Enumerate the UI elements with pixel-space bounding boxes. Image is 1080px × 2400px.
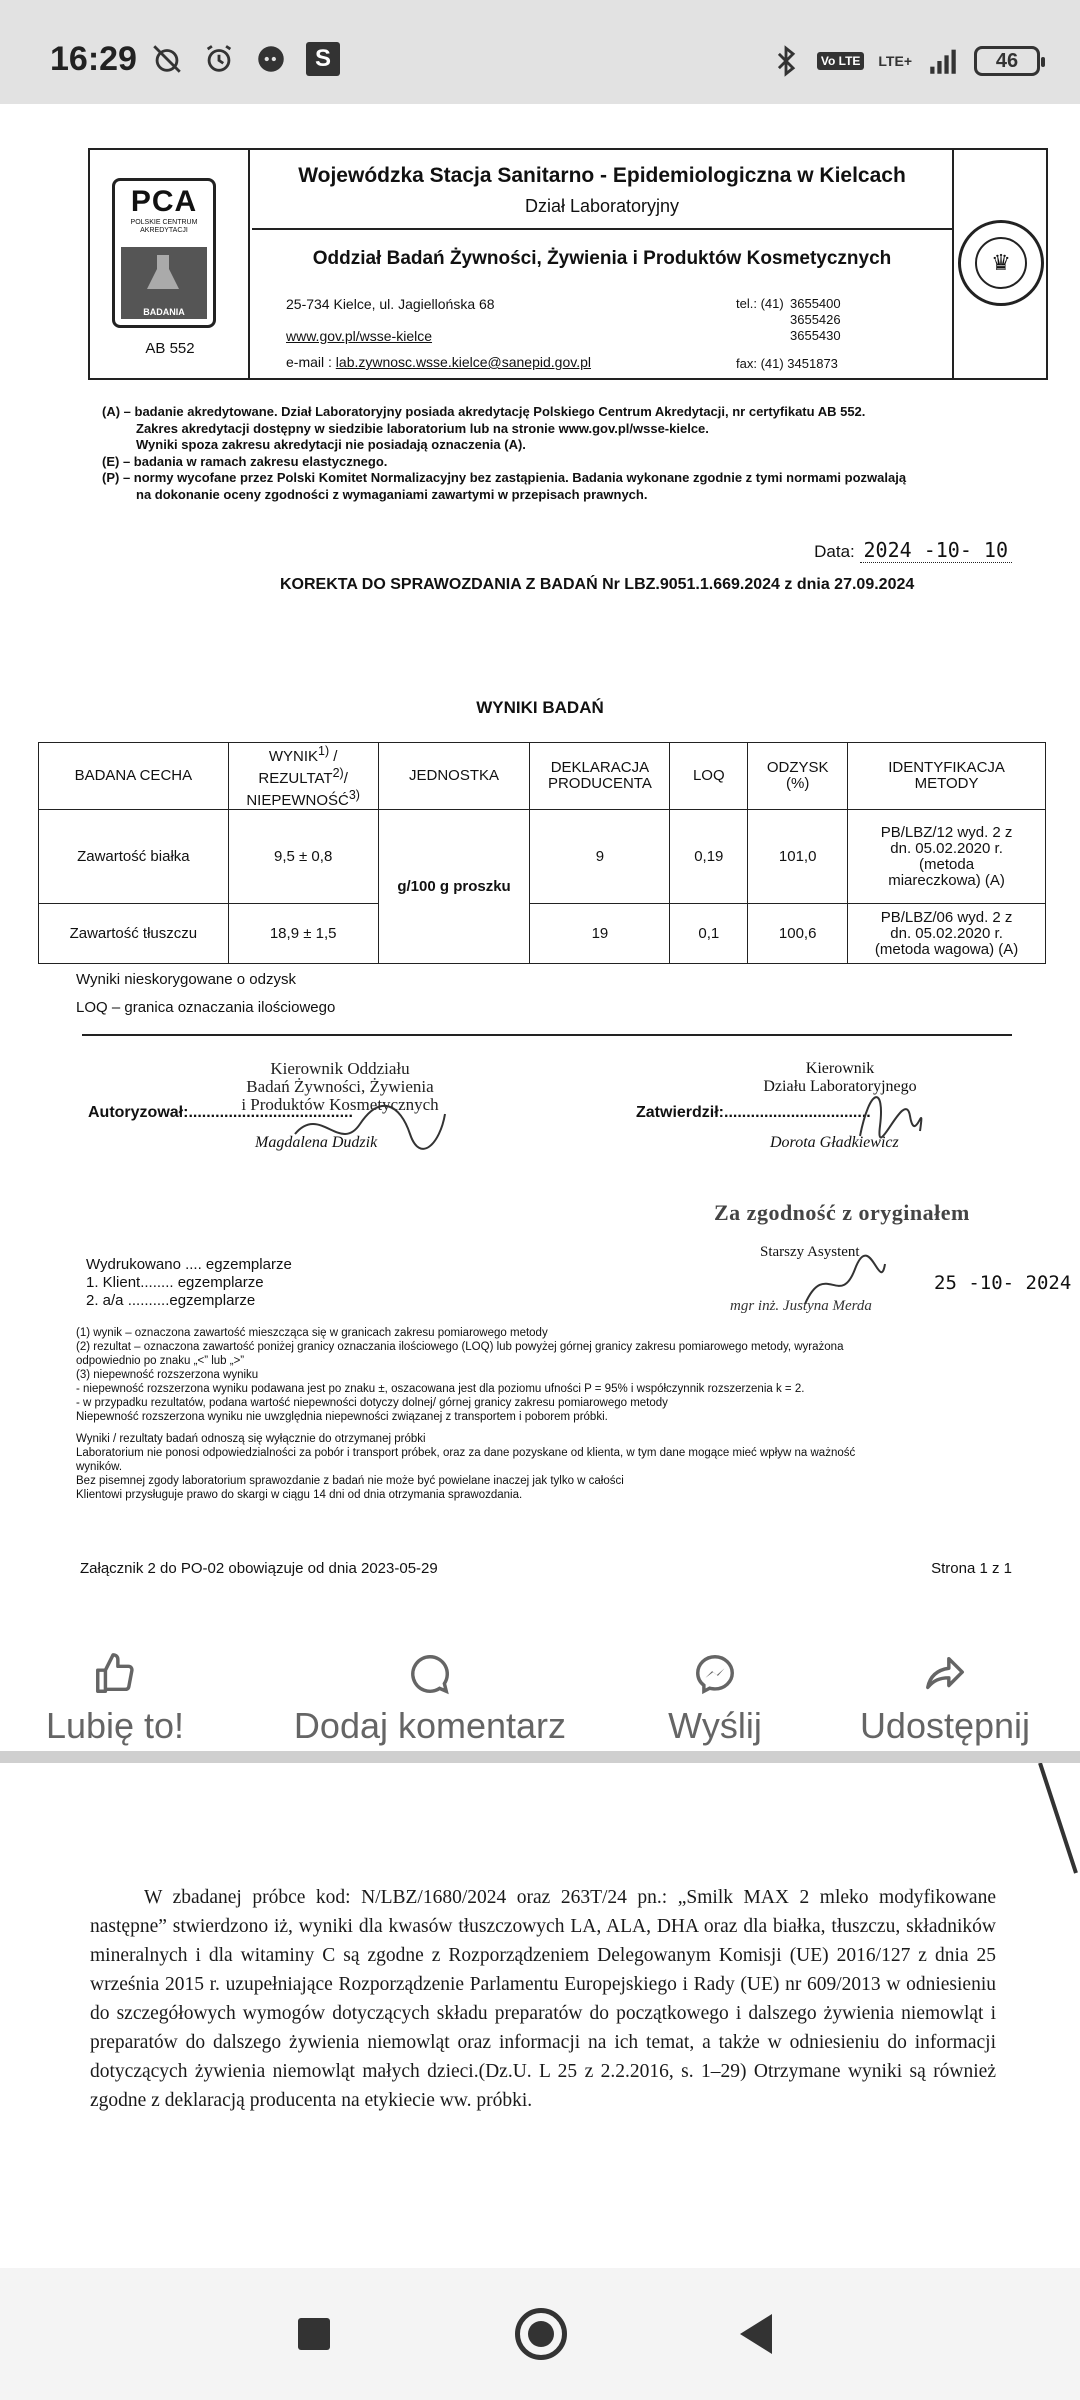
website-link: www.gov.pl/wsse-kielce (286, 328, 433, 344)
table-row (39, 904, 1046, 964)
page-number: Strona 1 z 1 (931, 1560, 1012, 1577)
metoda-l4: miareczkowa) (A) (888, 871, 1005, 889)
status-bar (0, 0, 1080, 104)
notification-icons (150, 42, 340, 76)
page-edge-shadow (1036, 1763, 1080, 1883)
cell-cecha: Zawartość tłuszczu (39, 904, 229, 964)
col-header-jednostka: JEDNOSTKA (378, 743, 530, 810)
pca-logo-sub2: AKREDYTACJI (140, 227, 188, 234)
niepewnosc-sup: 3) (348, 788, 360, 802)
letterhead (88, 148, 1048, 380)
note-a-scope: Zakres akredytacji dostępny w siedzibie laboratorium lub na stronie www.gov.pl/wsse-kielce. (136, 420, 709, 436)
share-icon (922, 1651, 968, 1697)
note-p-cont: na dokonanie oceny zgodności z wymaganiami zawartymi w przepisach prawnych. (136, 486, 648, 502)
thumbs-up-icon (92, 1651, 138, 1697)
cell-odzysk: 101,0 (748, 810, 848, 904)
phone-block (736, 296, 841, 343)
table-notes (76, 966, 335, 1022)
right-stamp-l1: Kierownik (805, 1060, 875, 1077)
col-header-cecha: BADANA CECHA (39, 743, 229, 810)
sanitary-seal (958, 220, 1044, 306)
note-p: (P) – normy wycofane przez Polski Komitet Normalizacyjny bez zastąpienia. Badania wykonane zgodnie z tymi normami pozwalają (102, 470, 907, 485)
s-badge-icon: S (306, 42, 340, 76)
col-header-odzysk (748, 743, 848, 810)
metoda-l1: PB/LBZ/06 wyd. 2 z (880, 908, 1013, 926)
note-a: (A) – badanie akredytowane. Dział Laboratoryjny posiada akredytację Polskiego Centrum Akredytacji, nr certyfikatu AB 552. (102, 404, 866, 419)
share-label: Udostępnij (859, 1705, 1031, 1746)
left-stamp-l2: Badań Żywności, Żywienia (246, 1077, 434, 1096)
approved-label: Zatwierdził:................................. (636, 1104, 871, 1121)
col-header-deklaracja (530, 743, 670, 810)
footnote-2b: odpowiednio po znaku „<” lub „>” (76, 1355, 245, 1367)
pca-logo-text: PCA (130, 185, 198, 218)
note-a-outside: Wyniki spoza zakresu akredytacji nie posiadają oznaczenia (A). (136, 437, 526, 452)
messenger-icon (692, 1651, 738, 1697)
rezultat-slash: / (343, 770, 348, 787)
rezultat-word: REZULTAT (258, 770, 333, 787)
footnote-5: - w przypadku rezultatów, podana wartość niepewności dotyczy dolnej/ górnej granicy zakresu pomiarowego metody (76, 1397, 668, 1409)
general-note-2: Laboratorium nie ponosi odpowiedzialności za pobór i transport próbek, oraz za dane pozyskane od klienta, w tym dane mogące mieć wpływ na ważność (76, 1447, 856, 1459)
assistant-name: mgr inż. Justyna Merda (730, 1298, 872, 1314)
email-address: lab.zywnosc.wsse.kielce@sanepid.gov.pl (335, 354, 591, 370)
results-title: WYNIKI BADAŃ (476, 698, 604, 717)
conclusion-text: W zbadanej próbce kod: N/LBZ/1680/2024 oraz 263T/24 pn.: „Smilk MAX 2 mleko modyfikowane następne” stwierdzono iż, wyniki dla kwasów tłuszczowych LA, ALA, DHA oraz dla białka, tłuszczu, składników mineralnych i dla witaminy C są zgodne z Rozporządzeniem Delegowanym Komisji (UE) 2016/127 z dnia 25 września 2015 r. uzupełniające Rozporządzenie Parlamentu Europejskiego i Rady (UE) nr 609/2013 w odniesieniu do szczegółowych wymogów dotyczących składu preparatów do początkowego i dalszego żywienia niemowląt i preparatów do dalszego żywienia niemowląt oraz informacji na ich temat, a także w odniesieniu do informacji dotyczących żywienia niemowląt małych dzieci.(Dz.U. L 25 z 2.2.2016, s. 1–29) Otrzymane wyniki są również zgodne z deklaracją producenta na etykiecie ww. próbki. (90, 1887, 996, 2111)
recents-button[interactable] (298, 2318, 330, 2350)
phone-label: tel.: (41) (736, 296, 784, 311)
institution-name: Wojewódzka Stacja Sanitarno - Epidemiologiczna w Kielcach (298, 164, 906, 187)
cell-wynik: 18,9 ± 1,5 (228, 904, 378, 964)
pca-badge (121, 247, 207, 319)
date-value: 2024 -10- 10 (860, 538, 1013, 563)
deklaracja-l2: PRODUCENTA (547, 775, 652, 792)
divider (82, 1034, 1012, 1036)
phone-2: 3655426 (790, 312, 841, 327)
pca-badge-label: BADANIA (143, 307, 185, 317)
email (286, 354, 591, 370)
date-label: Data: (814, 542, 855, 561)
division-name: Oddział Badań Żywności, Żywienia i Produktów Kosmetycznych (312, 248, 892, 269)
cell-wynik: 9,5 ± 0,8 (228, 810, 378, 904)
document-conclusion[interactable] (0, 1763, 1080, 2268)
print-copies-l1: Wydrukowano .... egzemplarze (86, 1256, 292, 1273)
general-note-5: Klientowi przysługuje prawo do skargi w ciągu 14 dni od dnia otrzymania sprawozdania. (76, 1489, 523, 1501)
cell-odzysk: 100,6 (748, 904, 848, 964)
cell-cecha: Zawartość białka (39, 810, 229, 904)
feed-divider (0, 1751, 1080, 1763)
right-stamp-l2: Działu Laboratoryjnego (763, 1078, 917, 1095)
footnote-6: Niepewność rozszerzona wyniku nie uwzględnia niepewności związanej z transportem i poborem próbki. (76, 1411, 608, 1423)
alarm-icon (202, 42, 236, 76)
odzysk-l1: ODZYSK (766, 759, 829, 776)
phone-1: 3655400 (790, 296, 841, 311)
accreditation-number: AB 552 (145, 340, 195, 357)
general-note-3: wyników. (76, 1461, 123, 1473)
pca-logo (112, 178, 216, 328)
col-header-metoda (848, 743, 1046, 810)
wynik-slash: / (329, 748, 338, 765)
wynik-word: WYNIK (268, 748, 318, 765)
cell-deklaracja: 19 (530, 904, 670, 964)
signal-icon (926, 44, 960, 78)
share-button[interactable] (840, 1629, 1050, 1751)
cell-loq: 0,19 (670, 810, 748, 904)
post-action-bar (0, 1629, 1080, 1751)
print-copies-l2: 1. Klient........ egzemplarze (86, 1274, 264, 1291)
ident-l1: IDENTYFIKACJA (888, 759, 1005, 776)
email-label: e-mail : (286, 354, 336, 370)
left-stamp-l1: Kierownik Oddziału (270, 1059, 410, 1078)
send-button[interactable] (650, 1629, 780, 1751)
header-title-block (252, 150, 952, 230)
footnote-4: - niepewność rozszerzona wyniku podawana jest po znaku ±, oszacowana jest dla poziomu ufności P = 95% i współczynnik rozszerzenia k = 2. (76, 1383, 805, 1395)
chat-icon (254, 42, 288, 76)
report-date (814, 538, 1012, 562)
print-copies (86, 1256, 292, 1310)
table-header-row (39, 743, 1046, 810)
note-e: (E) – badania w ramach zakresu elastycznego. (102, 453, 388, 469)
like-button[interactable] (30, 1629, 200, 1751)
eagle-emblem-icon: ♛ (975, 237, 1027, 289)
odzysk-l2: (%) (786, 775, 810, 792)
alarm-off-icon (150, 42, 184, 76)
left-signer-name: Magdalena Dudzik (255, 1134, 378, 1151)
cell-deklaracja: 9 (530, 810, 670, 904)
department-name: Dział Laboratoryjny (524, 196, 680, 216)
footnotes (76, 1326, 1026, 1502)
lte-label: LTE+ (878, 53, 912, 69)
phone-numbers (790, 296, 841, 344)
metoda-l3: (metoda wagowa) (A) (874, 940, 1019, 958)
metoda-l1: PB/LBZ/12 wyd. 2 z (880, 823, 1013, 841)
accreditation-notes (102, 404, 1022, 503)
assistant-title: Starszy Asystent (760, 1244, 860, 1260)
results-table (38, 742, 1046, 964)
metoda-l2: dn. 05.02.2020 r. (890, 924, 1003, 942)
like-label: Lubię to! (45, 1705, 185, 1746)
home-button[interactable] (515, 2308, 567, 2360)
general-note-4: Bez pisemnej zgody laboratorium sprawozdanie z badań nie może być powielane inaczej jak tylko w całości (76, 1475, 624, 1487)
metoda-l2: dn. 05.02.2020 r. (890, 839, 1003, 857)
wynik-sup: 1) (318, 744, 330, 758)
cell-metoda (848, 810, 1046, 904)
col-header-loq: LOQ (670, 743, 748, 810)
pca-block (90, 150, 250, 378)
right-signer-name: Dorota Gładkiewicz (770, 1134, 899, 1151)
cell-metoda (848, 904, 1046, 964)
phone-3: 3655430 (790, 328, 841, 343)
address: 25-734 Kielce, ul. Jagiellońska 68 (286, 296, 495, 312)
general-note-1: Wyniki / rezultaty badań odnoszą się wyłącznie do otrzymanej próbki (76, 1433, 426, 1445)
deklaracja-l1: DEKLARACJA (550, 759, 650, 776)
niepewnosc-word: NIEPEWNOŚĆ (246, 792, 349, 809)
footnote-1: (1) wynik – oznaczona zawartość mieszcząca się w granicach zakresu pomiarowego metody (76, 1327, 548, 1339)
cell-unit: g/100 g proszku (378, 810, 530, 964)
print-copies-l3: 2. a/a ..........egzemplarze (86, 1292, 256, 1309)
comment-label: Dodaj komentarz (293, 1705, 567, 1746)
footnote-3: (3) niepewność rozszerzona wyniku (76, 1369, 259, 1381)
flask-icon (121, 247, 207, 303)
authorized-label: Autoryzował:..................................... (88, 1104, 353, 1121)
certified-copy-stamp: Za zgodność z oryginałem (714, 1200, 970, 1225)
metoda-l3: (metoda (919, 855, 975, 873)
footnote-2: (2) rezultat – oznaczona zawartość poniżej granicy oznaczania ilościowego (LOQ) lub powyżej górnej granicy zakresu pomiarowego metody, wyrażona (76, 1341, 844, 1353)
report-correction-title: KOREKTA DO SPRAWOZDANIA Z BADAŃ Nr LBZ.9051.1.669.2024 z dnia 27.09.2024 (280, 576, 915, 593)
bluetooth-icon (769, 44, 803, 78)
clock: 16:29 (50, 40, 137, 78)
navigation-bar (0, 2268, 1080, 2400)
attachment-note: Załącznik 2 do PO-02 obowiązuje od dnia 2023-05-29 (80, 1560, 438, 1577)
fax: fax: (41) 3451873 (736, 356, 838, 371)
send-label: Wyślij (668, 1705, 762, 1746)
rezultat-sup: 2) (332, 766, 344, 780)
loq-note: LOQ – granica oznaczania ilościowego (76, 999, 336, 1016)
ident-l2: METODY (914, 775, 979, 792)
certified-date: 25 -10- 2024 (934, 1272, 1072, 1294)
pca-logo-sub1: POLSKIE CENTRUM (130, 219, 198, 226)
left-stamp-l3: i Produktów Kosmetycznych (241, 1095, 439, 1114)
odzysk-note: Wyniki nieskorygowane o odzysk (76, 971, 296, 988)
comment-icon (407, 1651, 453, 1697)
seal-block (952, 150, 1048, 378)
volte-icon: Vo LTE (817, 52, 865, 70)
cell-loq: 0,1 (670, 904, 748, 964)
document-report[interactable] (0, 104, 1080, 1629)
system-icons (769, 44, 1040, 78)
table-row (39, 810, 1046, 904)
back-button[interactable] (740, 2314, 772, 2354)
col-header-wynik (228, 743, 378, 810)
battery-icon: 46 (974, 46, 1040, 76)
comment-button[interactable] (270, 1629, 590, 1751)
